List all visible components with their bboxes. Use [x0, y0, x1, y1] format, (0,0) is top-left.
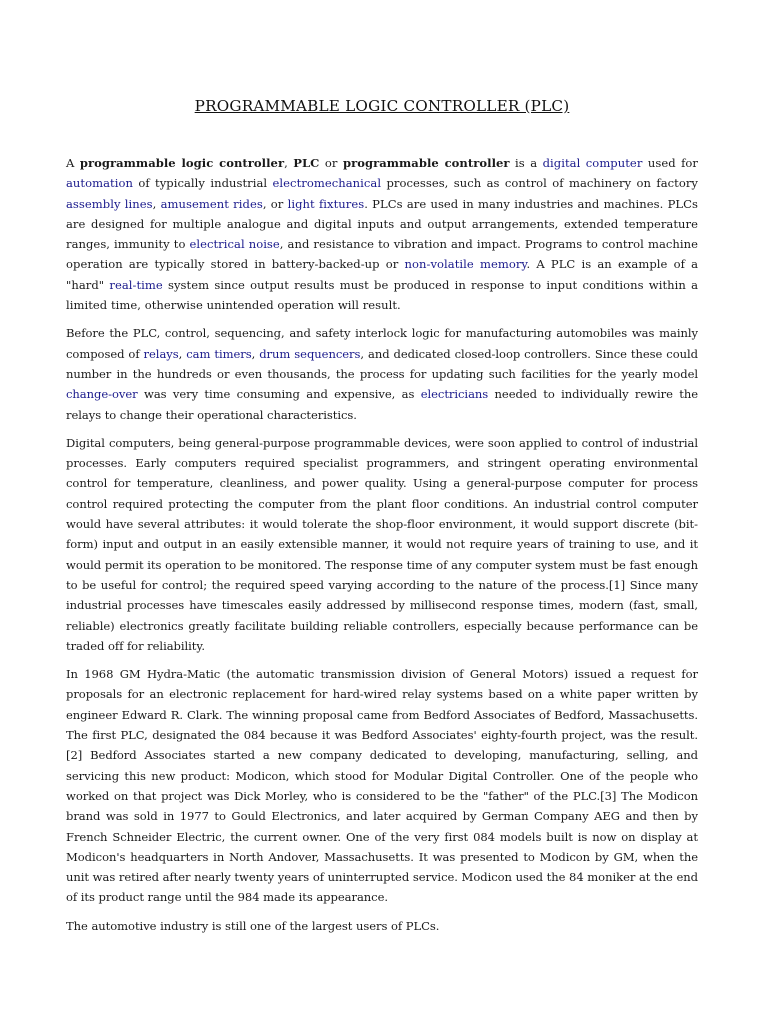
- text-run: . A PLC is an example of a "hard": [66, 257, 699, 292]
- text-run: , and resistance to vibration and impact. Programs to control machine operation are typically stored in battery-backed-up or: [66, 237, 698, 272]
- text-run: In 1968 GM Hydra-Matic (the automatic transmission division of General Motors) issued a request for proposals for an electronic replacement for hard-wired relay systems based on a white paper written by engineer Edward R. Clark. The winning proposal came from Bedford Associates of Bedford, Massachusetts. The first PLC, designated the 084 because it was Bedford Associates' eighty-fourth project, was the result.[2] Bedford Associates started a new company dedicated to developing, manufacturing, selling, and servicing this new product: Modicon, which stood for Modular Digital Controller. One of the people who worked on that project was Dick Morley, who is considered to be the "father" of the PLC.[3] The Modicon brand was sold in 1977 to Gould Electronics, and later acquired by German Company AEG and then by French Schneider Electric, the current owner. One of the very first 084 models built is now on display at Modicon's headquarters in North Andover, Massachusetts. It was presented to Modicon by GM, when the unit was retired after nearly twenty years of uninterrupted service. Modicon used the 84 moniker at the end of its product range until the 984 made its appearance.: [66, 667, 698, 905]
- text-link[interactable]: cam timers: [186, 346, 252, 361]
- text-run: , and dedicated closed-loop controllers. Since these could number in the hundreds or even thousands, the process for updating such facilities for the yearly model: [66, 346, 698, 381]
- text-link[interactable]: non-volatile memory: [404, 257, 527, 272]
- text-run: . PLCs are used in many industries and machines. PLCs are designed for multiple analogue and digital inputs and output arrangements, extended temperature ranges, immunity to: [66, 196, 698, 252]
- text-run: needed to individually rewire the relays to change their operational characteristics.: [66, 387, 698, 422]
- text-run: processes, such as control of machinery on factory: [381, 176, 698, 191]
- body-paragraph: [66, 433, 698, 656]
- text-run: of typically industrial: [132, 176, 273, 191]
- text-run: is a: [509, 156, 543, 170]
- text-link[interactable]: electricians: [420, 387, 489, 402]
- text-run: or: [319, 156, 343, 170]
- text-run: ,: [251, 346, 260, 361]
- text-link[interactable]: amusement rides: [160, 196, 263, 211]
- text-link[interactable]: change-over: [66, 387, 138, 402]
- bold-term: programmable controller: [342, 156, 510, 170]
- body-paragraph: [66, 664, 698, 908]
- text-run: used for: [642, 156, 699, 170]
- body-paragraph: [66, 916, 698, 936]
- text-run: ,: [152, 196, 161, 211]
- document-title: PROGRAMMABLE LOGIC CONTROLLER (PLC): [194, 97, 570, 115]
- document-body: [66, 153, 698, 936]
- text-link[interactable]: electromechanical: [272, 176, 382, 191]
- text-link[interactable]: automation: [66, 176, 133, 191]
- text-run: Digital computers, being general-purpose programmable devices, were soon applied to control of industrial processes. Early computers required specialist programmers, and stringent operating environmental control for temperature, cleanliness, and power quality. Using a general-purpose computer for process control required protecting the computer from the plant floor conditions. An industrial control computer would have several attributes: it would tolerate the shop-floor environment, it would support discrete (bit-form) input and output in an easily extensible manner, it would not require years of training to use, and it would permit its operation to be monitored. The response time of any computer system must be fast enough to be useful for control; the required speed varying according to the nature of the process.[1] Since many industrial processes have timescales easily addressed by millisecond response times, modern (fast, small, reliable) electronics greatly facilitate building reliable controllers, especially because performance can be traded off for reliability.: [66, 435, 698, 653]
- text-link[interactable]: relays: [143, 346, 179, 361]
- text-run: ,: [178, 346, 187, 361]
- text-run: system since output results must be produced in response to input conditions within a limited time, otherwise unintended operation will result.: [66, 277, 698, 313]
- text-run: ,: [284, 156, 294, 170]
- bold-term: programmable logic controller: [79, 156, 285, 170]
- body-paragraph: [66, 153, 698, 315]
- text-run: A: [66, 156, 80, 170]
- text-link[interactable]: real-time: [109, 277, 163, 292]
- text-link[interactable]: digital computer: [542, 156, 643, 170]
- text-link[interactable]: light fixtures: [287, 196, 365, 211]
- text-run: was very time consuming and expensive, as: [137, 387, 421, 402]
- bold-term: PLC: [293, 156, 320, 170]
- text-link[interactable]: drum sequencers: [259, 346, 361, 361]
- body-paragraph: [66, 323, 698, 424]
- text-run: , or: [262, 196, 288, 211]
- text-link[interactable]: assembly lines: [66, 196, 153, 211]
- text-run: The automotive industry is still one of the largest users of PLCs.: [66, 918, 440, 933]
- text-run: Before the PLC, control, sequencing, and safety interlock logic for manufacturing automobiles was mainly composed of: [66, 326, 698, 361]
- text-link[interactable]: electrical noise: [189, 237, 280, 252]
